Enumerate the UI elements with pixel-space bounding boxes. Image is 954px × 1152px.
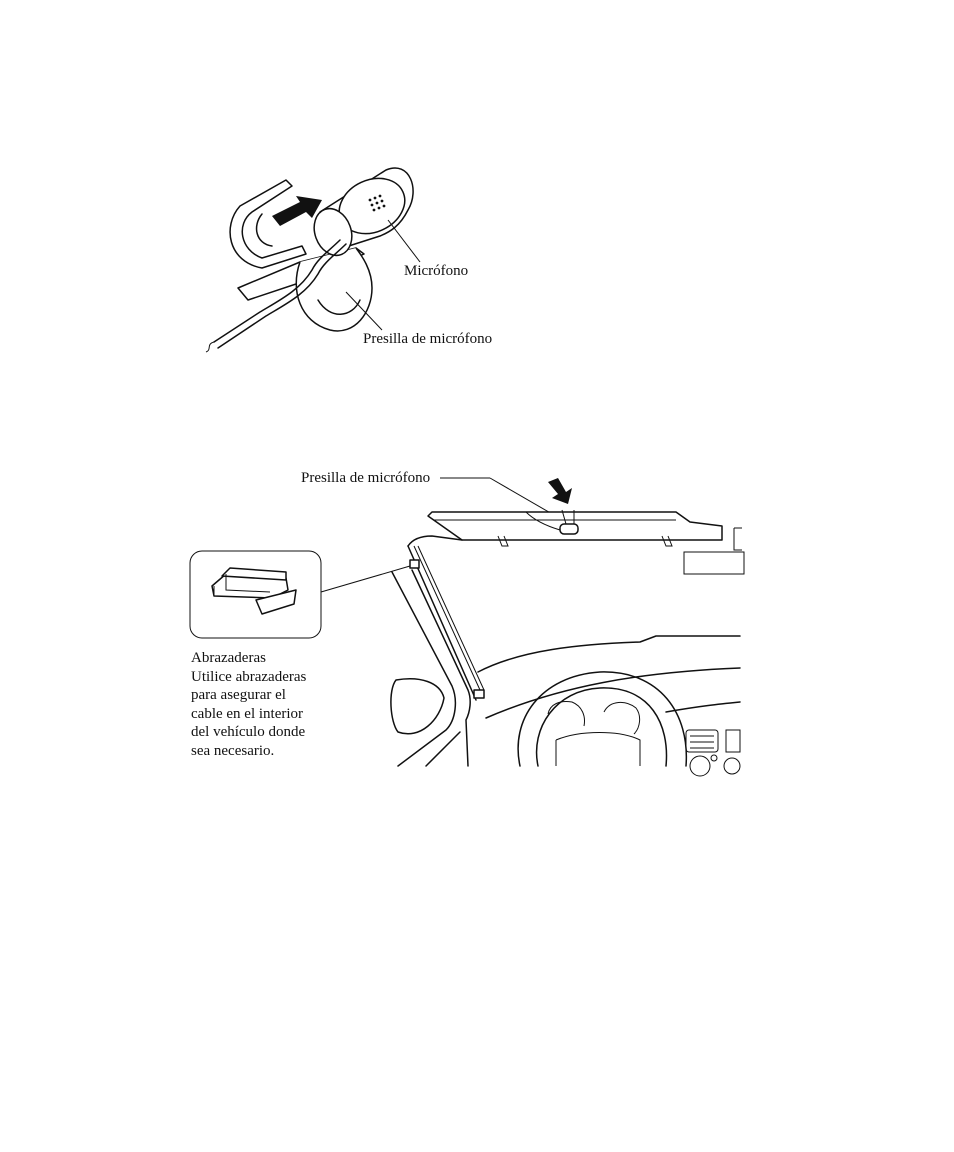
visor-clip-label: Presilla de micrófono: [301, 470, 431, 486]
clamp-note: [191, 649, 306, 760]
clamp-note-line: Utilice abrazaderas: [191, 668, 307, 685]
clip-label: Presilla de micrófono: [363, 331, 493, 347]
clamp-note-line: para asegurar el: [191, 687, 286, 703]
clamp-note-line: sea necesario.: [191, 742, 275, 759]
clamp-note-line: del vehículo donde: [191, 724, 306, 740]
down-arrow-icon: [548, 478, 572, 504]
clamp-note-line: cable en el interior: [191, 705, 304, 722]
microphone-label: Micrófono: [404, 263, 469, 279]
clamp-note-title: Abrazaderas: [191, 650, 266, 666]
